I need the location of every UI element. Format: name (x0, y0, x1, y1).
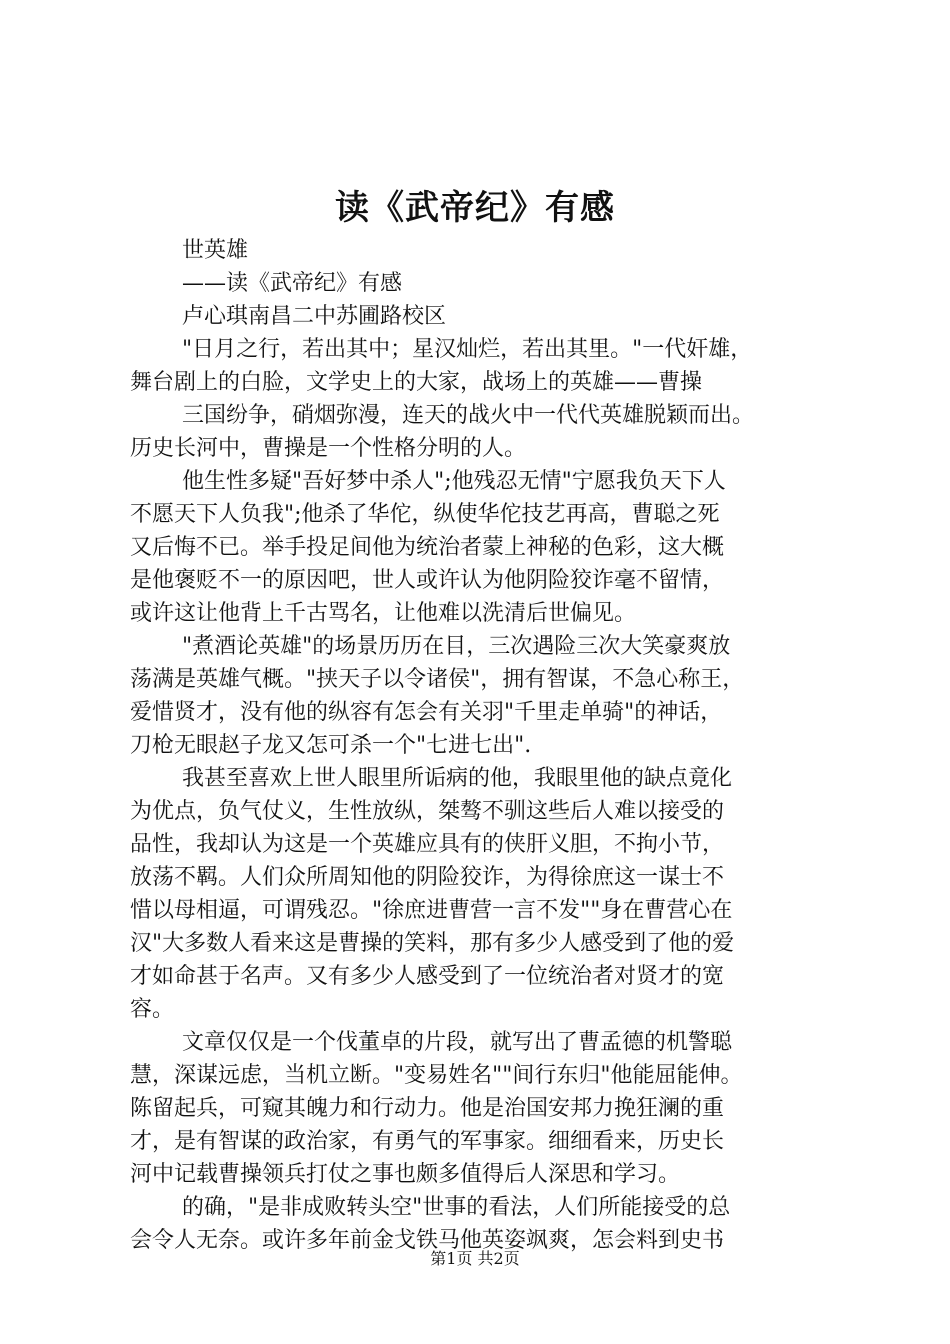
text-line: 的确，"是非成败转头空"世事的看法，人们所能接受的总 (182, 1195, 731, 1220)
text-line: 才如命甚于名声。又有多少人感受到了一位统治者对贤才的宽 (130, 964, 725, 989)
document-title: 读《武帝纪》有感 (335, 188, 615, 228)
text-line: 不愿天下人负我";他杀了华佗，纵使华佗技艺再高，曹聪之死 (130, 502, 720, 527)
text-line: 又后悔不已。举手投足间他为统治者蒙上神秘的色彩，这大概 (130, 535, 725, 560)
text-line: 或许这让他背上千古骂名，让他难以洗清后世偏见。 (130, 601, 637, 626)
text-line: 刀枪无眼赵子龙又怎可杀一个"七进七出". (130, 733, 532, 758)
text-line: 汉"大多数人看来这是曹操的笑料，那有多少人感受到了他的爱 (130, 931, 735, 956)
page-footer: 第1页 共2页 (430, 1249, 520, 1268)
text-line: 陈留起兵，可窥其魄力和行动力。他是治国安邦力挽狂澜的重 (130, 1096, 725, 1121)
text-line: 卢心琪南昌二中苏圃路校区 (182, 304, 447, 329)
text-line: 品性，我却认为这是一个英雄应具有的侠肝义胆，不拘小节， (130, 832, 725, 857)
text-line: 荡满是英雄气概。"挟天子以令诸侯"，拥有智谋，不急心称王， (130, 667, 745, 692)
text-line: 慧，深谋远虑，当机立断。"变易姓名""间行东归"他能屈能伸。 (130, 1063, 743, 1088)
text-line: 惜以母相逼，可谓残忍。"徐庶进曹营一言不发""身在曹营心在 (130, 898, 733, 923)
text-line: "煮酒论英雄"的场景历历在目，三次遇险三次大笑豪爽放 (182, 634, 731, 659)
text-line: 三国纷争，硝烟弥漫，连天的战火中一代代英雄脱颖而出。 (182, 403, 755, 428)
text-line: 舞台剧上的白脸，文学史上的大家，战场上的英雄——曹操 (130, 370, 703, 395)
text-line: 河中记载曹操领兵打仗之事也颇多值得后人深思和学习。 (130, 1162, 681, 1187)
text-line: 爱惜贤才，没有他的纵容有怎会有关羽"千里走单骑"的神话， (130, 700, 723, 725)
text-line: 会令人无奈。或许多年前金戈铁马他英姿飒爽，怎会料到史书 (130, 1228, 725, 1253)
text-line: 世英雄 (182, 238, 249, 263)
text-line: "日月之行，若出其中；星汉灿烂，若出其里。"一代奸雄， (182, 337, 753, 362)
text-line: 为优点，负气仗义，生性放纵，桀骜不驯这些后人难以接受的 (130, 799, 725, 824)
text-line: 他生性多疑"吾好梦中杀人";他残忍无情"宁愿我负天下人 (182, 469, 726, 494)
text-line: 容。 (130, 997, 175, 1022)
text-line: 历史长河中，曹操是一个性格分明的人。 (130, 436, 527, 461)
text-line: ——读《武帝纪》有感 (182, 271, 403, 296)
document-body (130, 234, 850, 1257)
text-line: 才，是有智谋的政治家，有勇气的军事家。细细看来，历史长 (130, 1129, 725, 1154)
text-line: 文章仅仅是一个伐董卓的片段，就写出了曹孟德的机警聪 (182, 1030, 733, 1055)
text-line: 放荡不羁。人们众所周知他的阴险狡诈，为得徐庶这一谋士不 (130, 865, 725, 890)
text-line: 我甚至喜欢上世人眼里所诟病的他，我眼里他的缺点竟化 (182, 766, 733, 791)
text-line: 是他褒贬不一的原因吧，世人或许认为他阴险狡诈毫不留情， (130, 568, 725, 593)
